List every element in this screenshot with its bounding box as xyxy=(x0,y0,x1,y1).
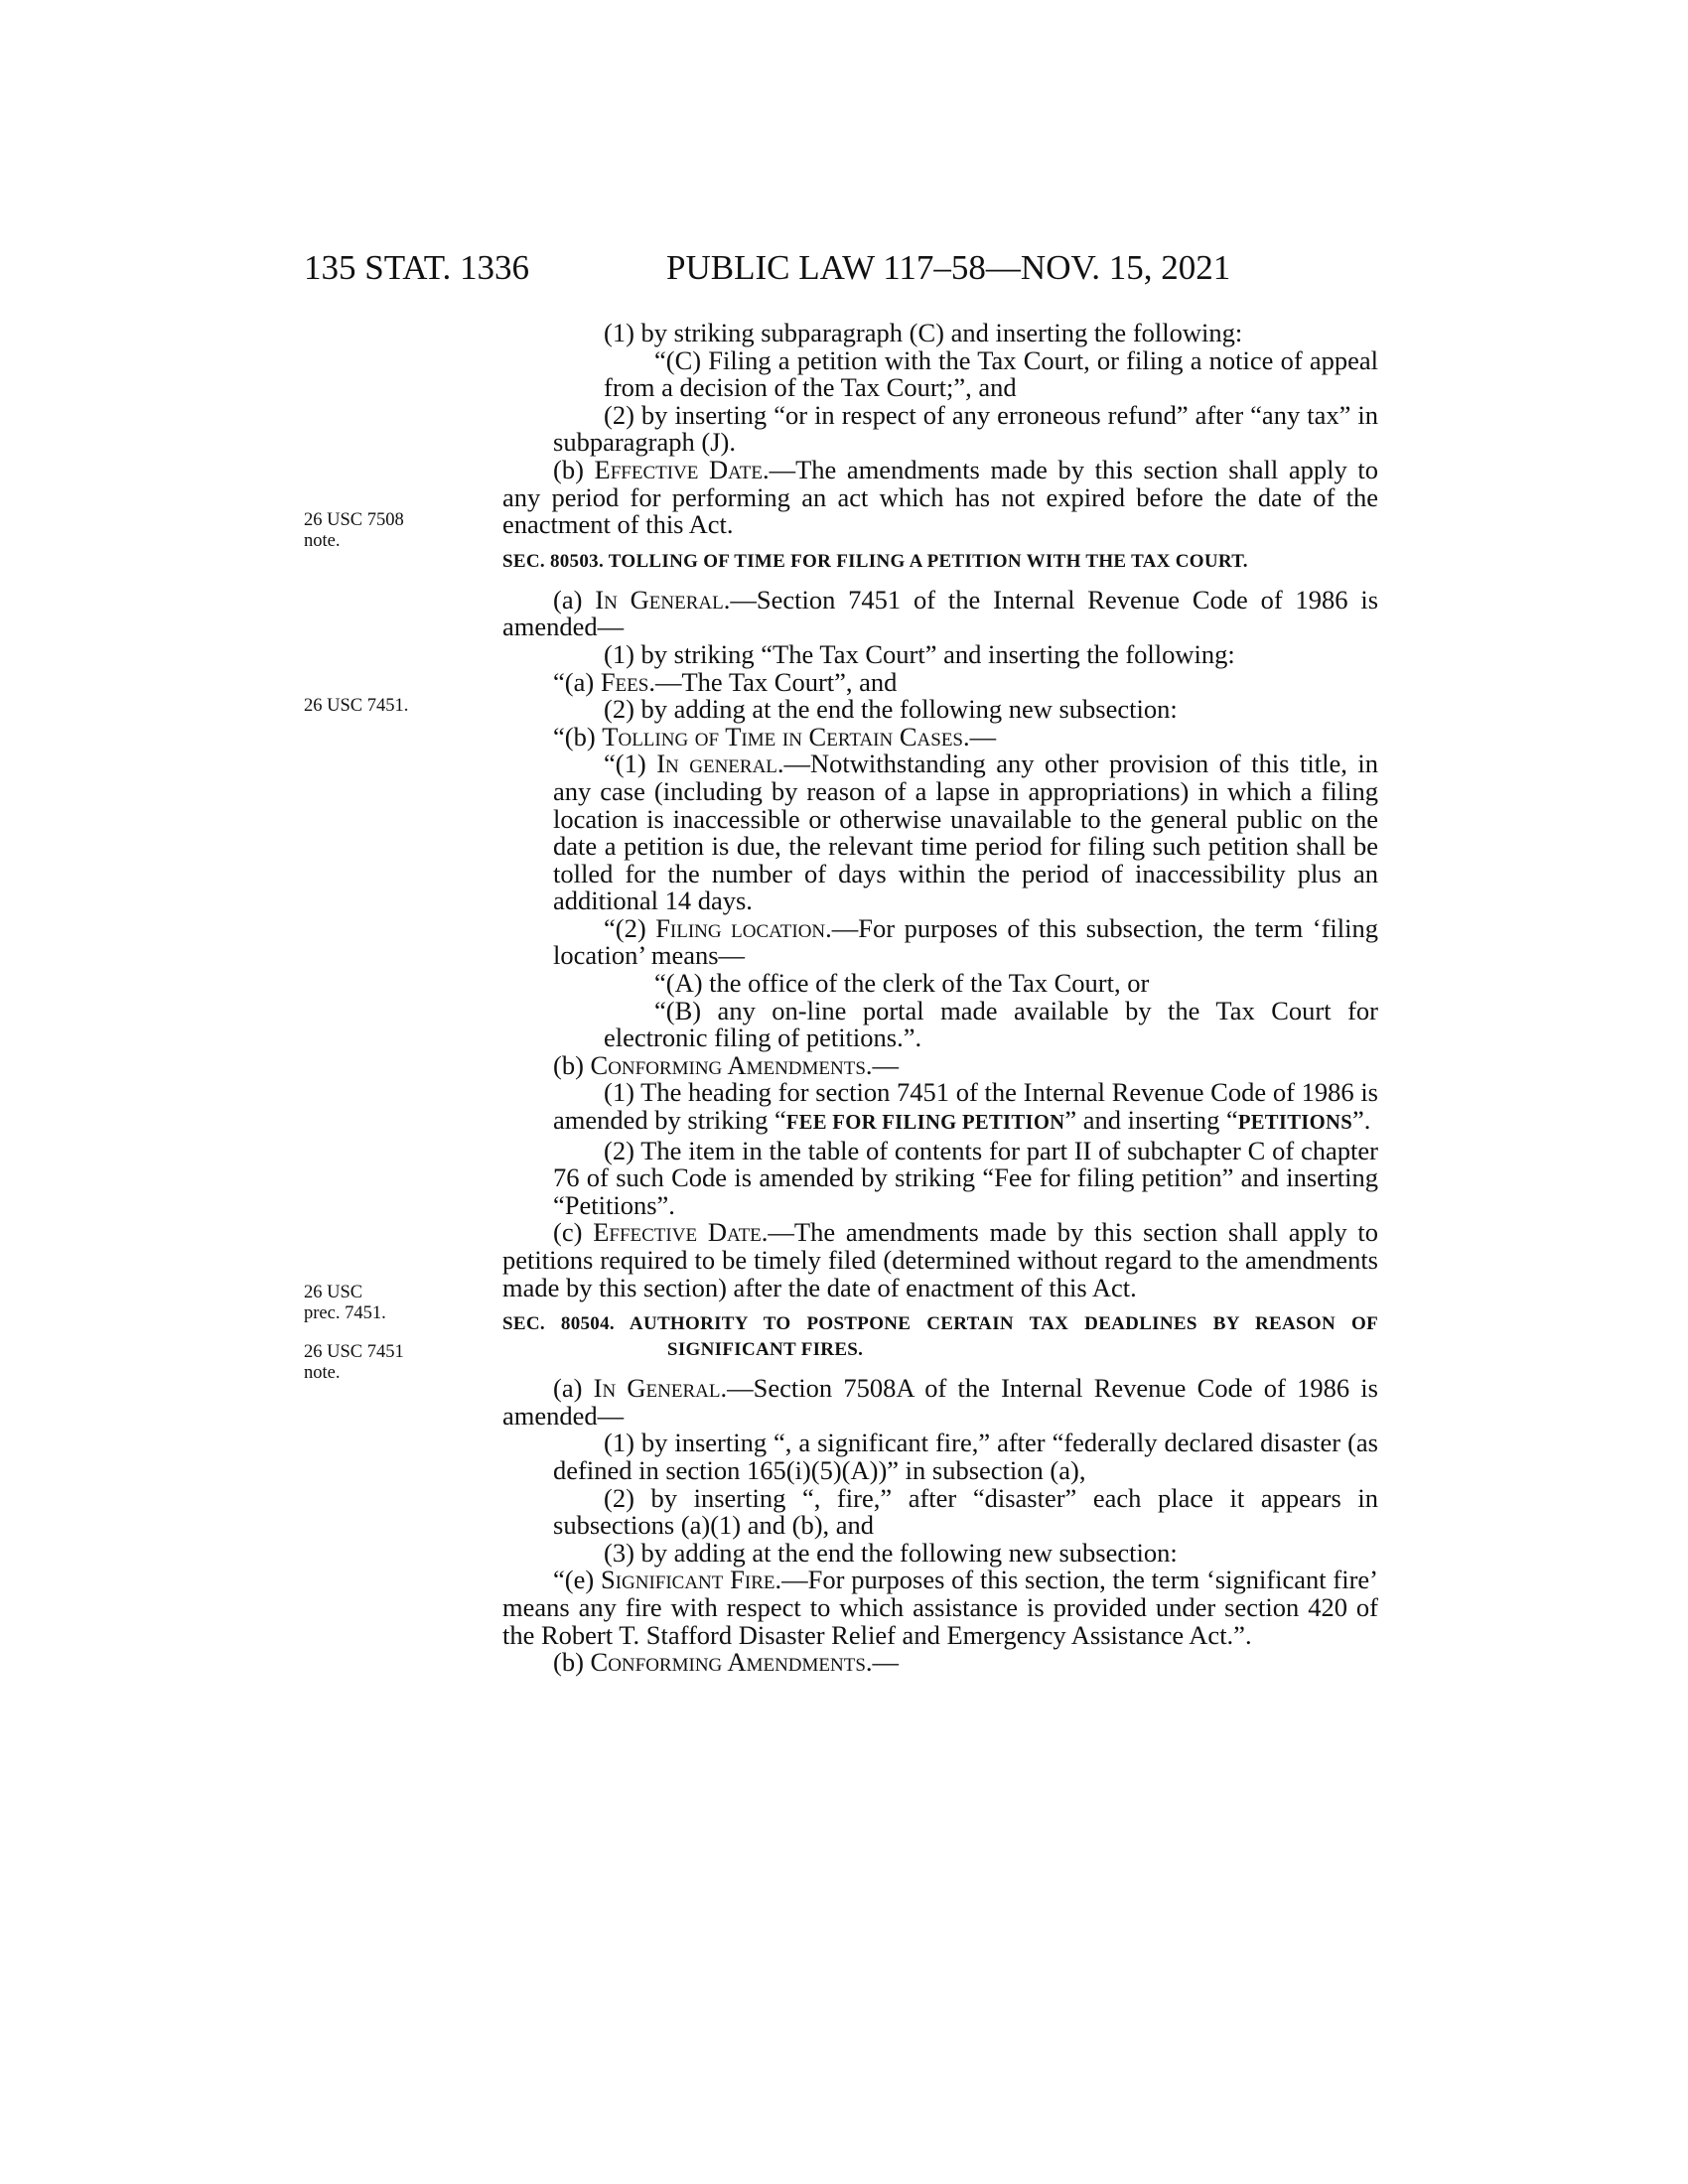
quoted-subparagraph: “(B) any on-line portal made available by the Tax Court for electronic filing of petitions.”. xyxy=(604,995,1378,1053)
margin-note: 26 USC prec. 7451. xyxy=(304,1283,386,1323)
margin-note: 26 USC 7508 note. xyxy=(304,510,404,551)
section-heading: SEC. 80504. AUTHORITY TO POSTPONE CERTAIN TAX DEADLINES BY REASON OF SIGNIFICANT FIRES. xyxy=(502,1313,1378,1361)
subsection-heading: Effective Date xyxy=(594,454,763,484)
subsection: (a) In General.—Section 7508A of the Internal Revenue Code of 1986 is amended— xyxy=(502,1373,1378,1431)
quoted-subsection: “(e) Significant Fire.—For purposes of this section, the term ‘significant fire’ means any fire with respect to which assistance is provided under section 420 of the Robert T. Stafford Disaster Relief and Emergency Assistance Act.”. xyxy=(502,1565,1378,1650)
stat-page-number: 135 STAT. 1336 xyxy=(304,248,529,287)
subsection: (c) Effective Date.—The amendments made by this section shall apply to petitions required to be timely filed (determined without regard to the amendments made by this section) after the date of enactment of this Act. xyxy=(502,1217,1378,1302)
quoted-paragraph: “(C) Filing a petition with the Tax Court, or filing a notice of appeal from a decision of the Tax Court;”, and xyxy=(604,344,1378,403)
paragraph: (2) The item in the table of contents for part II of subchapter C of chapter 76 of such Code is amended by striking “Fee for filing petition” and inserting “Petitions”. xyxy=(553,1135,1378,1220)
quoted-subsection: “(a) Fees.—The Tax Court”, and xyxy=(553,666,898,697)
paragraph: (3) by adding at the end the following new subsection: xyxy=(604,1537,1178,1568)
paragraph: (1) by inserting “, a significant fire,” after “federally declared disaster (as defined in section 165(i)(5)(A))” in subsection (a), xyxy=(553,1428,1378,1485)
margin-note: 26 USC 7451. xyxy=(304,696,409,716)
quoted-subsection: “(b) Tolling of Time in Certain Cases.— xyxy=(553,721,997,751)
quoted-paragraph: “(1) In general.—Notwithstanding any other provision of this title, in any case (including by reason of a lapse in appropriations) in which a filing location is inaccessible or otherwise unavailable to the general public on the date a petition is due, the relevant time period for filing such petition shall be tolled for the number of days within the period of inaccessibility plus an additional 14 days. xyxy=(553,749,1378,916)
paragraph: (1) by striking subparagraph (C) and inserting the following: xyxy=(604,318,1243,347)
quoted-paragraph: “(2) Filing location.—For purposes of this subsection, the term ‘filing location’ means— xyxy=(553,912,1378,971)
quoted-subparagraph: “(A) the office of the clerk of the Tax Court, or xyxy=(654,968,1150,999)
paragraph: (2) by inserting “or in respect of any erroneous refund” after “any tax” in subparagraph (J). xyxy=(553,399,1378,458)
subsection: (b) Effective Date.—The amendments made by this section shall apply to any period for performing an act which has not expired before the date of the enactment of this Act. xyxy=(502,454,1378,540)
paragraph: (2) by adding at the end the following new subsection: xyxy=(604,694,1178,725)
running-title: PUBLIC LAW 117–58—NOV. 15, 2021 xyxy=(666,248,1231,287)
subsection: (b) Conforming Amendments.— xyxy=(553,1049,900,1080)
paragraph: (1) by striking “The Tax Court” and inserting the following: xyxy=(604,638,1235,669)
paragraph: (1) The heading for section 7451 of the Internal Revenue Code of 1986 is amended by striking “FEE FOR FILING PETITION” and inserting “PETITIONS”. xyxy=(553,1077,1378,1136)
statute-body xyxy=(502,320,1378,1677)
subsection: (b) Conforming Amendments.— xyxy=(553,1647,900,1678)
margin-note: 26 USC 7451 note. xyxy=(304,1342,404,1383)
paragraph: (2) by inserting “, fire,” after “disaster” each place it appears in subsections (a)(1) and (b), and xyxy=(553,1482,1378,1541)
subsection: (a) In General.—Section 7451 of the Internal Revenue Code of 1986 is amended— xyxy=(502,584,1379,642)
section-heading: SEC. 80503. TOLLING OF TIME FOR FILING A PETITION WITH THE TAX COURT. xyxy=(502,550,1248,572)
